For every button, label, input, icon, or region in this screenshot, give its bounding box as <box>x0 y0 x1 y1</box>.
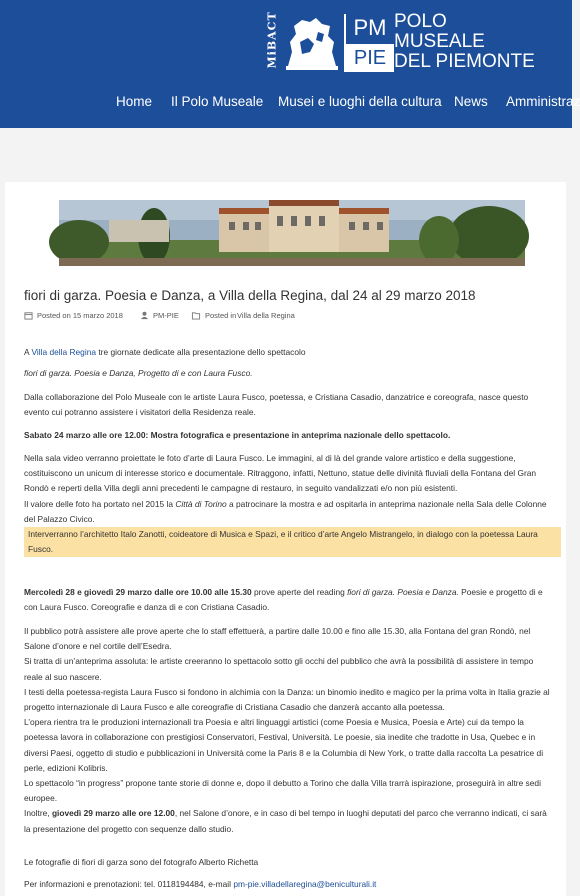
logo-wordmark: POLO MUSEALE DEL PIEMONTE <box>394 11 535 72</box>
pm-pie-mark: PM PIE <box>344 14 394 72</box>
mibact-mark: MiBACT <box>265 11 279 69</box>
villa-regina-link[interactable]: Villa della Regina <box>31 347 97 357</box>
site-header <box>0 0 580 128</box>
nav-item-polo-museale[interactable]: Il Polo Museale <box>171 94 264 109</box>
villa-hero-image <box>59 200 525 266</box>
post-category-link[interactable]: Villa della Regina <box>237 311 295 320</box>
nav-item-home[interactable]: Home <box>116 94 153 109</box>
post-paragraph-1: A Villa della Regina tre giornate dedicate alla presentazione dello spettacolo <box>24 347 306 357</box>
email-link[interactable]: pm-pie.villadellaregina@beniculturali.it <box>233 879 377 889</box>
post-author[interactable]: PM-PIE <box>153 311 179 320</box>
post-paragraph-5: Nella sala video verranno proiettate le foto d’arte di Laura Fusco. Le immagini, al di là del grande valore artistico e della suggestione, costituiscono un unicum di interesse storico e documentale. Ritraggono, infatti, Nettuno, statue delle divinità fluviali della Fontana del Gran Rondò e reperti della Villa degli anni precedenti le campagne di restauro, in seguito vandalizzati e/o non più esistenti. Il valore delle foto ha portato nel 2015 la Città di Torino a patrocinare la mostra e ad ospitarla in anteprima nazionale nella Sala delle Colonne del Palazzo Civico. Interverranno l’architetto Italo Zanotti, coideatore di Musica e Spazi, e il critico d’arte Angelo Mistrangelo, in dialogo con la poetessa Laura Fusco. <box>24 451 552 557</box>
nav-item-amministrazione[interactable]: Amministraz <box>506 94 580 109</box>
post-paragraph-15: Le fotografie di fiori di garza sono del fotografo Alberto Richetta <box>24 857 259 867</box>
post-title: fiori di garza. Poesia e Danza, a Villa della Regina, dal 24 al 29 marzo 2018 <box>24 288 476 303</box>
post-paragraph-3: Dalla collaborazione del Polo Museale con le artiste Laura Fusco, poetessa, e Cristiana Casadio, danzatrice e coreografa, nasce questo evento cui potranno assistere i visitatori della Residenza reale. <box>24 392 529 418</box>
post-paragraph-8: Mercoledì 28 e giovedì 29 marzo dalle ore 10.00 alle 15.30 prove aperte del reading fiori di garza. Poesia e Danza. Poesie e progetto di e con Laura Fusco. Coreografie e danza di e con Cristiana Casadio. <box>24 587 543 613</box>
calendar-icon <box>24 311 33 320</box>
main-nav <box>0 92 580 114</box>
post-paragraph-16: Per informazioni e prenotazioni: tel. 0118194484, e-mail pm-pie.villadellaregina@beniculturali.it <box>24 879 377 889</box>
posted-in-label: Posted in <box>205 311 237 320</box>
folder-icon <box>191 311 201 320</box>
statue-logo-icon <box>282 12 342 72</box>
user-icon <box>140 311 149 320</box>
post-paragraph-4: Sabato 24 marzo alle ore 12.00: Mostra fotografica e presentazione in anteprima nazionale dello spettacolo. <box>24 430 451 440</box>
post-paragraph-9: Il pubblico potrà assistere alle prove aperte che lo staff effettuerà, a partire dalle 10.00 e fino alle 15.30, alla Fontana del gran Rondò, nel Salone d’onore e nel cortile dell’Esedra. Si tratta di un’anteprima assoluta: le artiste creeranno lo spettacolo sotto gli occhi del pubblico che avrà la possibilità di assistere in tempo reale al suo nascere. I testi della poetessa-regista Laura Fusco si fondono in alchimia con la Danza: un binomio inedito e magico per la prima volta in Italia grazie al progetto internazionale di Laura Fusco e alle coreografie di Cristiana Casadio che danzerà accanto alla poetessa. L’opera rientra tra le produzioni internazionali tra Poesia e altri linguaggi artistici (come Poesia e Musica, Poesia e Arte) cui da tempo la poetessa lavora in collaborazione con prestigiosi Conservatori, Festival, Università. Le poesie, sia inedite che tradotte in Usa, Quebec e in diversi Paesi, oggetto di studio e pubblicazioni in Università come la Paris 8 e la Columbia di New York, o tratte dalla raccolta La pesatrice di perle, edizioni Kolibris. Lo spettacolo “in progress” propone tante storie di donne e, dopo il debutto a Torino che dalla Villa trarrà ispirazione, proseguirà in altre sedi europee. Inoltre, giovedì 29 marzo alle ore 12.00, nel Salone d’onore, e in caso di bel tempo in luoghi deputati del parco che verranno indicati, ci sarà la presentazione del progetto con sequenze dallo studio. <box>24 626 550 834</box>
post-date[interactable]: Posted on 15 marzo 2018 <box>37 311 123 320</box>
post-paragraph-2: fiori di garza. Poesia e Danza, Progetto di e con Laura Fusco. <box>24 368 253 378</box>
highlighted-paragraph: Interverranno l’architetto Italo Zanotti, coideatore di Musica e Spazi, e il critico d’arte Angelo Mistrangelo, in dialogo con la poetessa Laura Fusco. <box>24 527 561 557</box>
nav-item-musei[interactable]: Musei e luoghi della cultura <box>278 94 442 109</box>
nav-item-news[interactable]: News <box>454 94 488 109</box>
